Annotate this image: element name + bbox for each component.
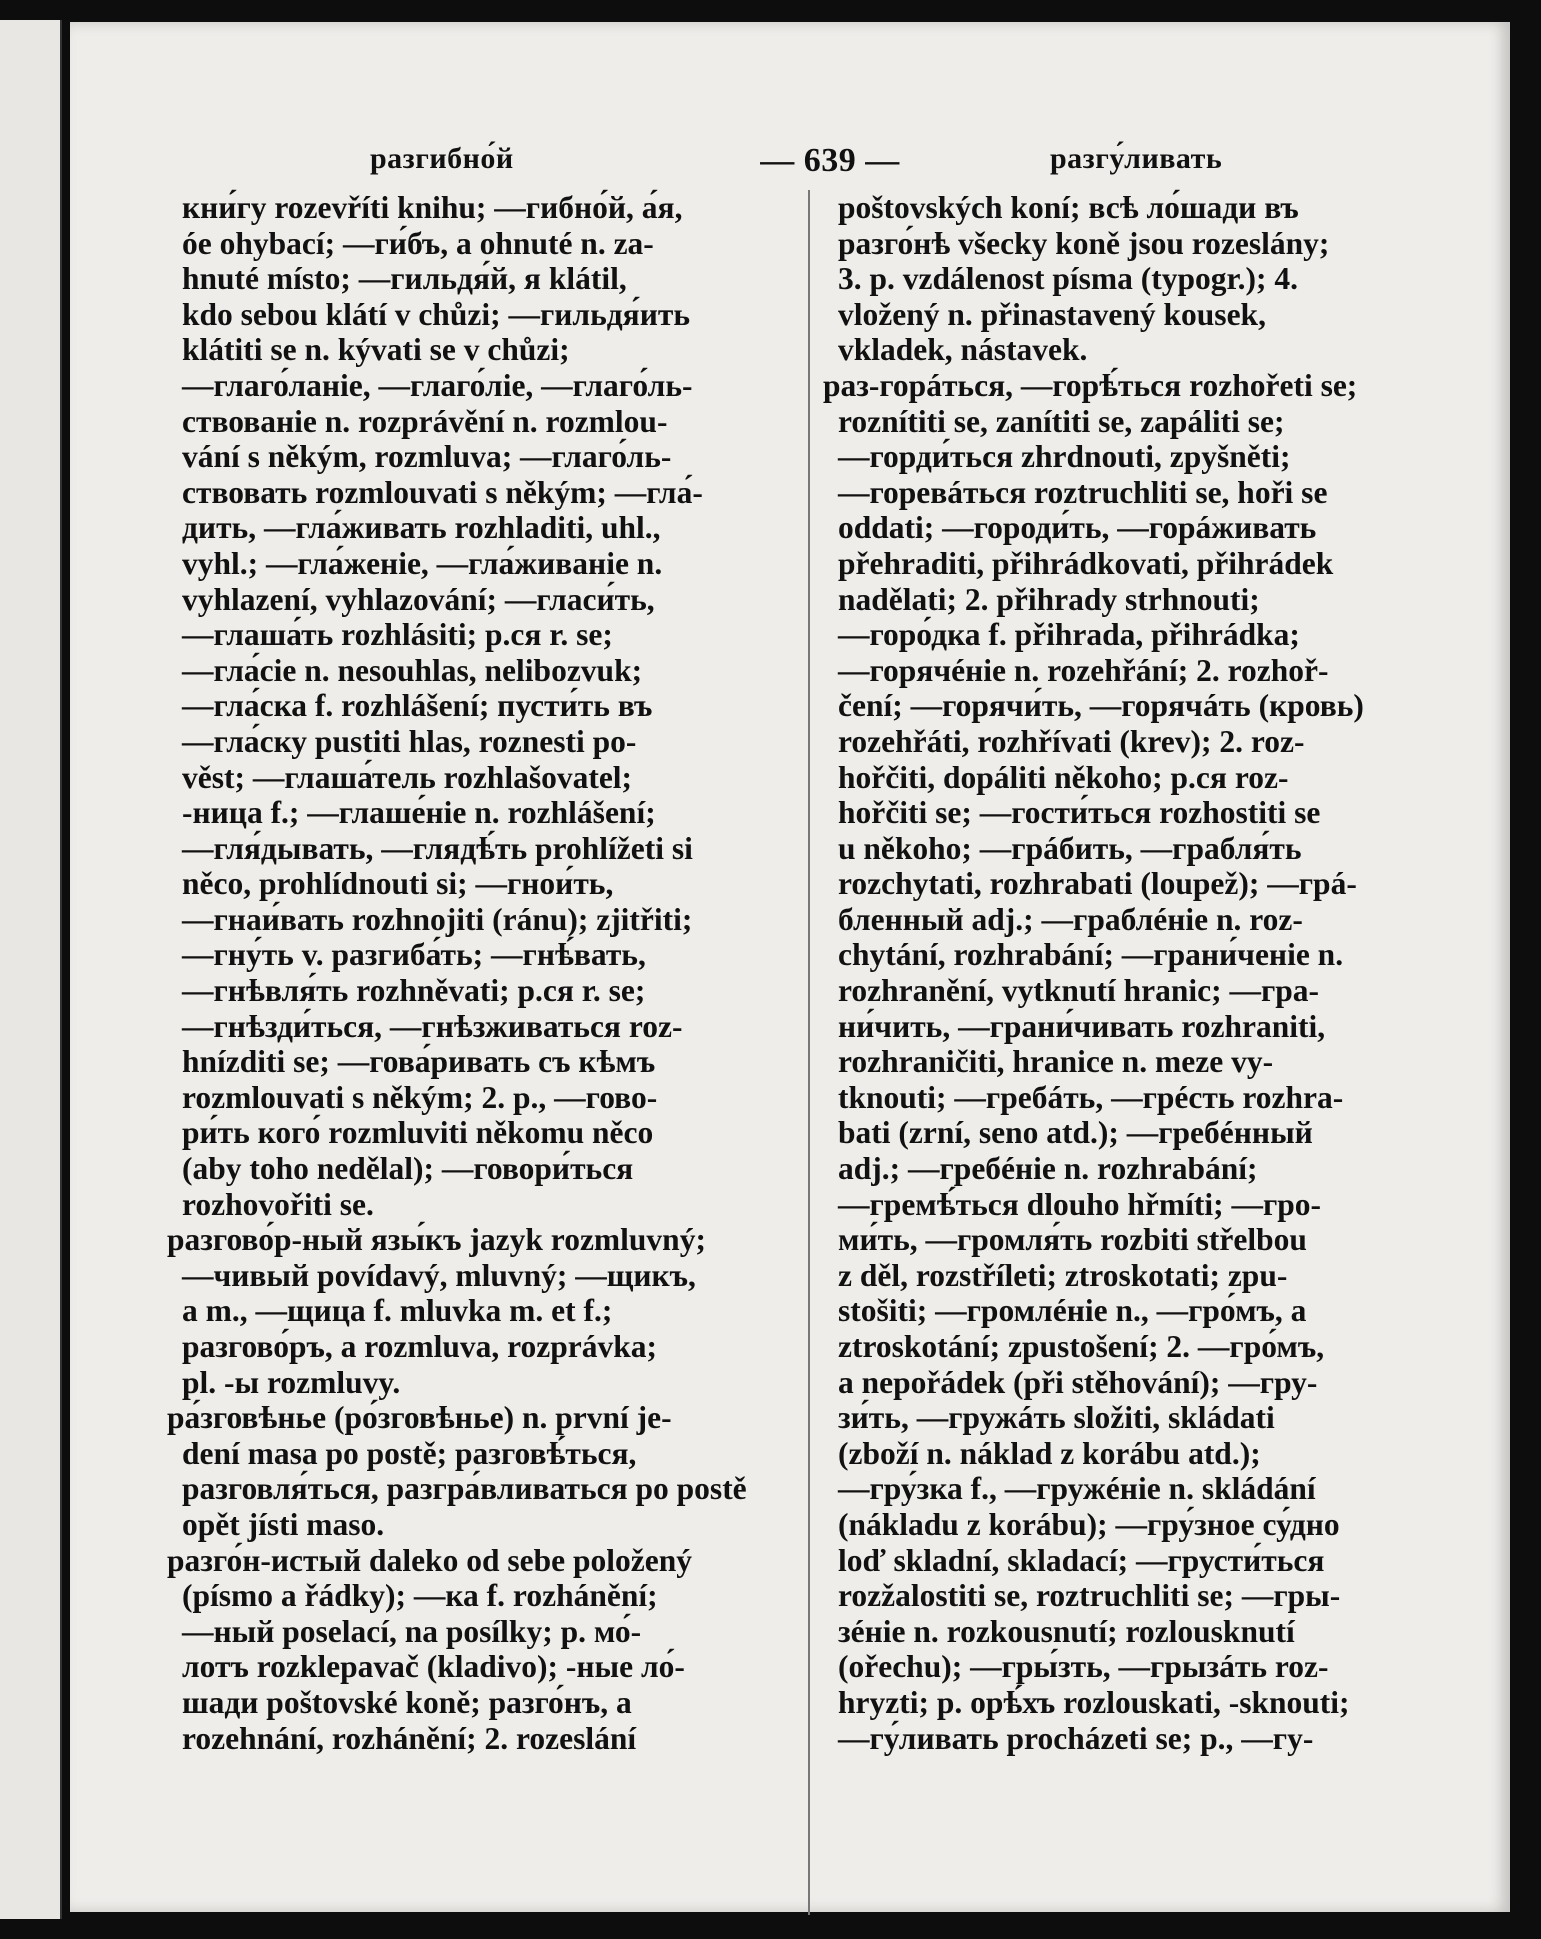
text-line: rozmlouvati s někým; 2. p., —гово- <box>182 1079 658 1115</box>
text-line: ztroskotání; zpustošení; 2. —гро́мъ, <box>838 1329 1325 1364</box>
text-line: ри́ть кого́ rozmluviti někomu něco <box>182 1115 654 1151</box>
text-line: oddati; —городи́ть, —горáживать <box>838 510 1317 546</box>
text-line: (aby toho nedělal); —говори́ться <box>182 1151 634 1187</box>
left-column <box>167 190 782 1756</box>
text-line: rozžalostiti se, roztruchliti se; —гры- <box>838 1578 1341 1614</box>
text-line: roznítiti se, zanítiti se, zapáliti se; <box>838 403 1285 439</box>
text-line: —глаго́ланіе, —глаго́ліе, —глаго́ль- <box>182 367 693 403</box>
text-line: vložený n. přinastavený kousek, <box>838 296 1266 332</box>
text-line: разго́нѣ všecky koně jsou rozeslány; <box>838 225 1330 261</box>
text-line: —гру́зка f., —гружéніе n. skládání <box>838 1471 1316 1507</box>
text-line: stošiti; —громлéніе n., —гро́мъ, a <box>838 1293 1307 1329</box>
text-line: tknouti; —гребáть, —грéсть rozhra- <box>838 1079 1344 1115</box>
header-right-guide-word: разгу́ливать <box>1050 142 1223 175</box>
text-line: hnízditi se; —гова́ривать съ кѣмъ <box>182 1044 656 1080</box>
page-number: — 639 — <box>760 142 900 179</box>
text-line: rozchytati, rozhrabati (loupež); —грá- <box>838 866 1357 902</box>
text-line: лотъ rozklepavač (kladivo); -ные ло́- <box>182 1649 685 1685</box>
text-line: —чивый povídavý, mluvný; —щикъ, <box>182 1257 696 1293</box>
text-line: adj.; —гребéніе n. rozhrabání; <box>838 1151 1258 1187</box>
text-line: loď skladní, skladací; —грусти́ться <box>838 1542 1325 1578</box>
text-line: pl. -ы rozmluvy. <box>182 1364 401 1400</box>
text-line: раз-горáться, —горѣ́ться rozhořeti se; <box>823 367 1358 403</box>
text-line: vyhlazení, vyhlazování; —гласи́ть, <box>182 581 655 617</box>
text-line: разгово́ръ, a rozmluva, rozprávka; <box>182 1329 658 1364</box>
text-line: rozehnání, rozhánění; 2. rozeslání <box>182 1720 637 1756</box>
text-line: —гу́ливать procházeti se; p., —гу- <box>838 1720 1314 1756</box>
text-line: z děl, rozstříleti; ztroskotati; zpu- <box>838 1257 1288 1293</box>
text-line: bati (zrní, seno atd.); —гребéнный <box>838 1115 1313 1151</box>
text-line: —гла́ска f. rozhlášení; пусти́ть въ <box>182 688 653 724</box>
text-line: a nepořádek (při stěhování); —гру- <box>838 1364 1318 1400</box>
text-line: бленный adj.; —граблéніе n. roz- <box>838 901 1303 937</box>
text-line: —горди́ться zhrdnouti, zpyšněti; <box>838 439 1291 475</box>
text-line: кни́гу rozevříti knihu; —гибно́й, а́я, <box>182 190 683 225</box>
text-line: (ořechu); —гры́зть, —грызáть roz- <box>838 1649 1329 1685</box>
text-line: věst; —глаша́тель rozhlašovatel; <box>182 759 633 795</box>
text-line: vyhl.; —гла́женіе, —гла́живаніе n. <box>182 545 663 581</box>
text-line: nadělati; 2. přihrady strhnouti; <box>838 581 1260 617</box>
text-line: klátiti se n. kývati se v chůzi; <box>182 332 570 368</box>
text-line: rozhovořiti se. <box>182 1186 374 1222</box>
text-line: ми́ть, —громля́ть rozbiti střelbou <box>838 1222 1307 1258</box>
text-line: (zboží n. náklad z korábu atd.); <box>838 1435 1261 1471</box>
text-line: —глаша́ть rozhlásiti; p.ся r. se; <box>182 617 613 653</box>
text-line: —гремѣ́ться dlouho hřmíti; —гро- <box>838 1186 1322 1222</box>
text-line: —гнаи́вать rozhnojiti (ránu); zjitřiti; <box>182 901 693 937</box>
text-line: разговля́ться, разгра́вливаться po postě <box>182 1471 747 1507</box>
text-line: дить, —гла́живать rozhladiti, uhl., <box>182 510 661 546</box>
text-line: něco, prohlídnouti si; —гнои́ть, <box>182 866 614 902</box>
text-line: dení masa po postě; разговѣ́ться, <box>182 1435 637 1471</box>
text-line: разго́н-истый daleko od sebe položený <box>167 1542 692 1578</box>
text-line: —гнѣзди́ться, —гнѣзживаться roz- <box>182 1008 683 1044</box>
text-line: ра́зговѣнье (ро́зговѣнье) n. první je- <box>167 1400 672 1436</box>
text-line: hnuté místo; —гильдя́й, я klátil, <box>182 261 627 297</box>
text-line: —горевáться roztruchliti se, hoři se <box>838 474 1328 510</box>
header-left-guide-word: разгибно́й <box>370 142 514 175</box>
text-line: (písmo a řádky); —ка f. rozhánění; <box>182 1578 658 1614</box>
text-line: u někoho; —грáбить, —грабля́ть <box>838 830 1302 866</box>
text-line: rozhraničiti, hranice n. meze vy- <box>838 1044 1274 1080</box>
text-line: kdo sebou klátí v chůzi; —гильдя́ить <box>182 296 690 332</box>
text-line: hryzti; p. орѣ́хъ rozlouskati, -sknouti; <box>838 1684 1350 1720</box>
page-header <box>70 142 1510 192</box>
text-line: —горо́дка f. přihrada, přihrádka; <box>838 617 1300 653</box>
text-line: —горячéніе n. rozehřání; 2. rozhoř- <box>838 652 1329 688</box>
right-column <box>823 190 1438 1756</box>
text-line: —гля́дывать, —глядѣ́ть prohlížeti si <box>182 830 693 866</box>
text-line: (nákladu z korábu); —гру́зное су́дно <box>838 1506 1340 1542</box>
text-line: rozehřáti, rozhřívati (krev); 2. roz- <box>838 723 1305 759</box>
text-line: rozhranění, vytknutí hranic; —гра- <box>838 973 1320 1009</box>
text-line: chytání, rozhrabání; —грани́ченіе n. <box>838 937 1344 973</box>
text-line: poštovských koní; всѣ ло́шади въ <box>838 190 1299 225</box>
text-line: hořčiti, dopáliti někoho; p.ся roz- <box>838 759 1289 795</box>
text-line: čení; —горячи́ть, —горячáть (кровь) <box>838 688 1364 724</box>
text-line: зéніе n. rozkousnutí; rozlousknutí <box>838 1613 1295 1649</box>
text-line: hořčiti se; —гости́ться rozhostiti se <box>838 795 1321 831</box>
text-line: разгово́р-ный язы́къ jazyk rozmluvný; <box>167 1222 706 1258</box>
text-line: ствовать rozmlouvati s někým; —гла́- <box>182 474 703 510</box>
text-line: vkladek, nástavek. <box>838 332 1088 368</box>
text-line: 3. p. vzdálenost písma (typogr.); 4. <box>838 261 1298 297</box>
text-line: vání s někým, rozmluva; —глаго́ль- <box>182 439 672 475</box>
text-line: —гла́сіе n. nesouhlas, nelibozvuk; <box>182 652 643 688</box>
text-line: зи́ть, —гружáть složiti, skládati <box>838 1400 1275 1436</box>
text-line: —гнѣвля́ть rozhněvati; p.ся r. se; <box>182 973 646 1009</box>
text-line: ни́чить, —грани́чивать rozhraniti, <box>838 1008 1326 1044</box>
text-line: —гла́ску pustiti hlas, roznesti po- <box>182 723 637 759</box>
text-line: opět jísti maso. <box>182 1506 385 1542</box>
previous-page-edge <box>0 20 62 1919</box>
text-line: a m., —щица f. mluvka m. et f.; <box>182 1293 613 1329</box>
column-divider <box>808 190 810 1915</box>
text-line: přehraditi, přihrádkovati, přihrádek <box>838 545 1334 581</box>
text-line: —ный poselací, na posílky; p. мо́- <box>182 1613 642 1649</box>
text-line: —гну́ть v. разгиба́ть; —гнѣ́вать, <box>182 937 646 973</box>
text-line: -ница f.; —глаше́ніе n. rozhlášení; <box>182 795 656 831</box>
text-line: ствованіе n. rozprávění n. rozmlou- <box>182 403 668 439</box>
text-line: óe ohybací; —ги́бъ, a ohnuté n. za- <box>182 225 654 261</box>
text-line: шади poštovské koně; разго́нъ, a <box>182 1684 632 1720</box>
